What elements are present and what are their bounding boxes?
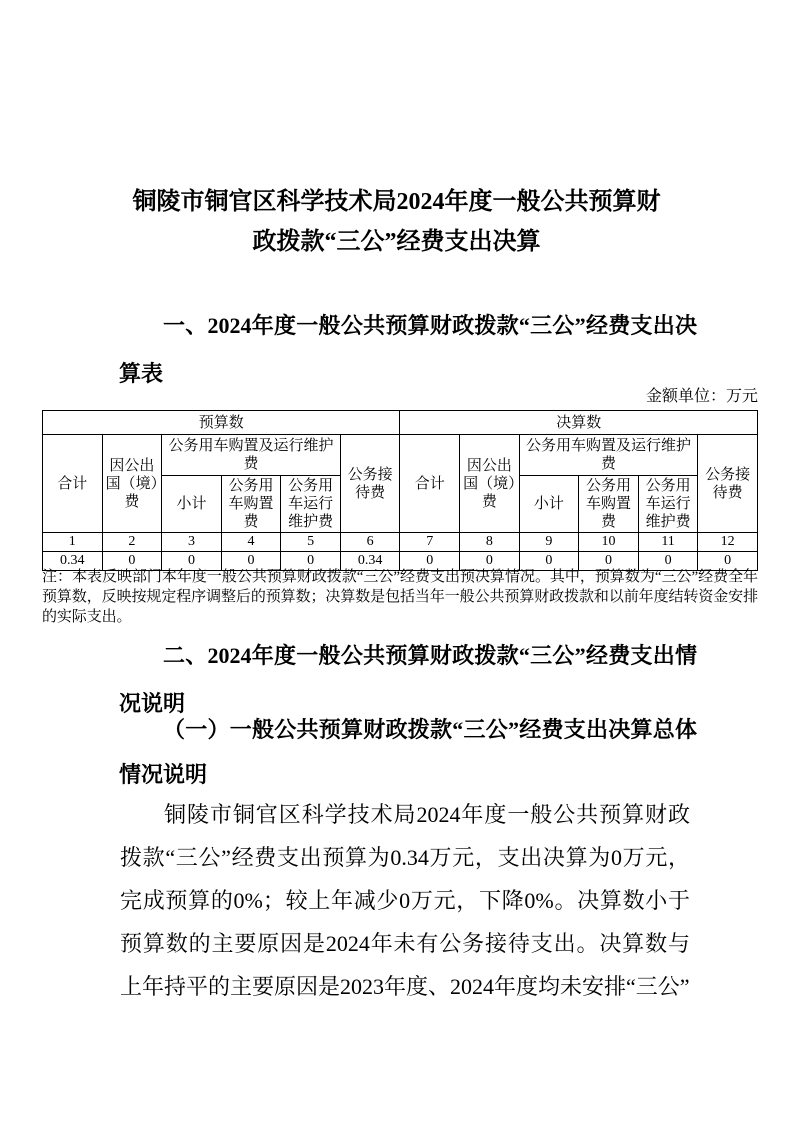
column-number: 10: [579, 533, 639, 552]
table-row-column-numbers: [43, 533, 758, 552]
value-budget-vehicle-subtotal: 0: [162, 552, 222, 571]
header-final-vehicle-maintenance: 公务用车运行维护费: [638, 476, 698, 533]
column-number: 1: [43, 533, 103, 552]
column-number: 4: [221, 533, 281, 552]
document-title-text: 铜陵市铜官区科学技术局2024年度一般公共预算财政拨款“三公”经费支出决算: [132, 189, 661, 255]
subsection-1-heading: （一）一般公共预算财政拨款“三公”经费支出决算总体情况说明: [119, 717, 697, 787]
amount-unit-label: 金额单位：万元: [645, 388, 758, 405]
value-budget-reception: 0.34: [340, 552, 400, 571]
column-number: 7: [400, 533, 460, 552]
header-budget-abroad: 因公出国（境）费: [102, 435, 162, 533]
section-1-heading: 一、2024年度一般公共预算财政拨款“三公”经费支出决算表: [119, 313, 697, 386]
value-final-vehicle-subtotal: 0: [519, 552, 579, 571]
value-budget-total: 0.34: [43, 552, 103, 571]
column-number: 6: [340, 533, 400, 552]
header-final-group: 决算数: [400, 411, 758, 435]
value-budget-abroad: 0: [102, 552, 162, 571]
column-number: 2: [102, 533, 162, 552]
column-number: 3: [162, 533, 222, 552]
header-budget-vehicle-subtotal: 小计: [162, 476, 222, 533]
table-row-group-headers: [43, 411, 758, 435]
value-budget-vehicle-maintenance: 0: [281, 552, 341, 571]
value-final-total: 0: [400, 552, 460, 571]
header-budget-group: 预算数: [43, 411, 400, 435]
header-final-vehicle-group: 公务用车购置及运行维护费: [519, 435, 698, 476]
column-number: 12: [698, 533, 758, 552]
column-number: 11: [638, 533, 698, 552]
header-final-total: 合计: [400, 435, 460, 533]
header-final-reception: 公务接待费: [698, 435, 758, 533]
table-row-main-headers: [43, 435, 758, 476]
body-paragraph-1: 铜陵市铜官区科学技术局2024年度一般公共预算财政拨款“三公”经费支出预算为0.34万元，支出决算为0万元，完成预算的0%；较上年减少0万元，下降0%。决算数小于预算数的主要原因是2024年未有公务接待支出。决算数与上年持平的主要原因是2023年度、2024年度均未安排“三公”: [120, 802, 690, 999]
expense-table-container: [42, 410, 758, 571]
document-title: [0, 182, 793, 262]
value-budget-vehicle-purchase: 0: [221, 552, 281, 571]
header-budget-vehicle-purchase: 公务用车购置费: [221, 476, 281, 533]
value-final-abroad: 0: [460, 552, 520, 571]
header-budget-total: 合计: [43, 435, 103, 533]
table-note: 注：本表反映部门本年度一般公共预算财政拨款“三公”经费支出预决算情况。其中，预算数为“三公”经费全年预算数，反映按规定程序调整后的预算数；决算数是包括当年一般公共预算财政拨款和以前年度结转资金安排的实际支出。: [42, 569, 758, 625]
value-final-reception: 0: [698, 552, 758, 571]
value-final-vehicle-maintenance: 0: [638, 552, 698, 571]
header-budget-reception: 公务接待费: [340, 435, 400, 533]
header-budget-vehicle-group: 公务用车购置及运行维护费: [162, 435, 341, 476]
header-budget-vehicle-maintenance: 公务用车运行维护费: [281, 476, 341, 533]
column-number: 9: [519, 533, 579, 552]
column-number: 5: [281, 533, 341, 552]
header-final-vehicle-subtotal: 小计: [519, 476, 579, 533]
three-public-expense-table: [42, 410, 758, 571]
value-final-vehicle-purchase: 0: [579, 552, 639, 571]
column-number: 8: [460, 533, 520, 552]
header-final-vehicle-purchase: 公务用车购置费: [579, 476, 639, 533]
header-final-abroad: 因公出国（境）费: [460, 435, 520, 533]
section-2-heading: 二、2024年度一般公共预算财政拨款“三公”经费支出情况说明: [119, 643, 697, 716]
